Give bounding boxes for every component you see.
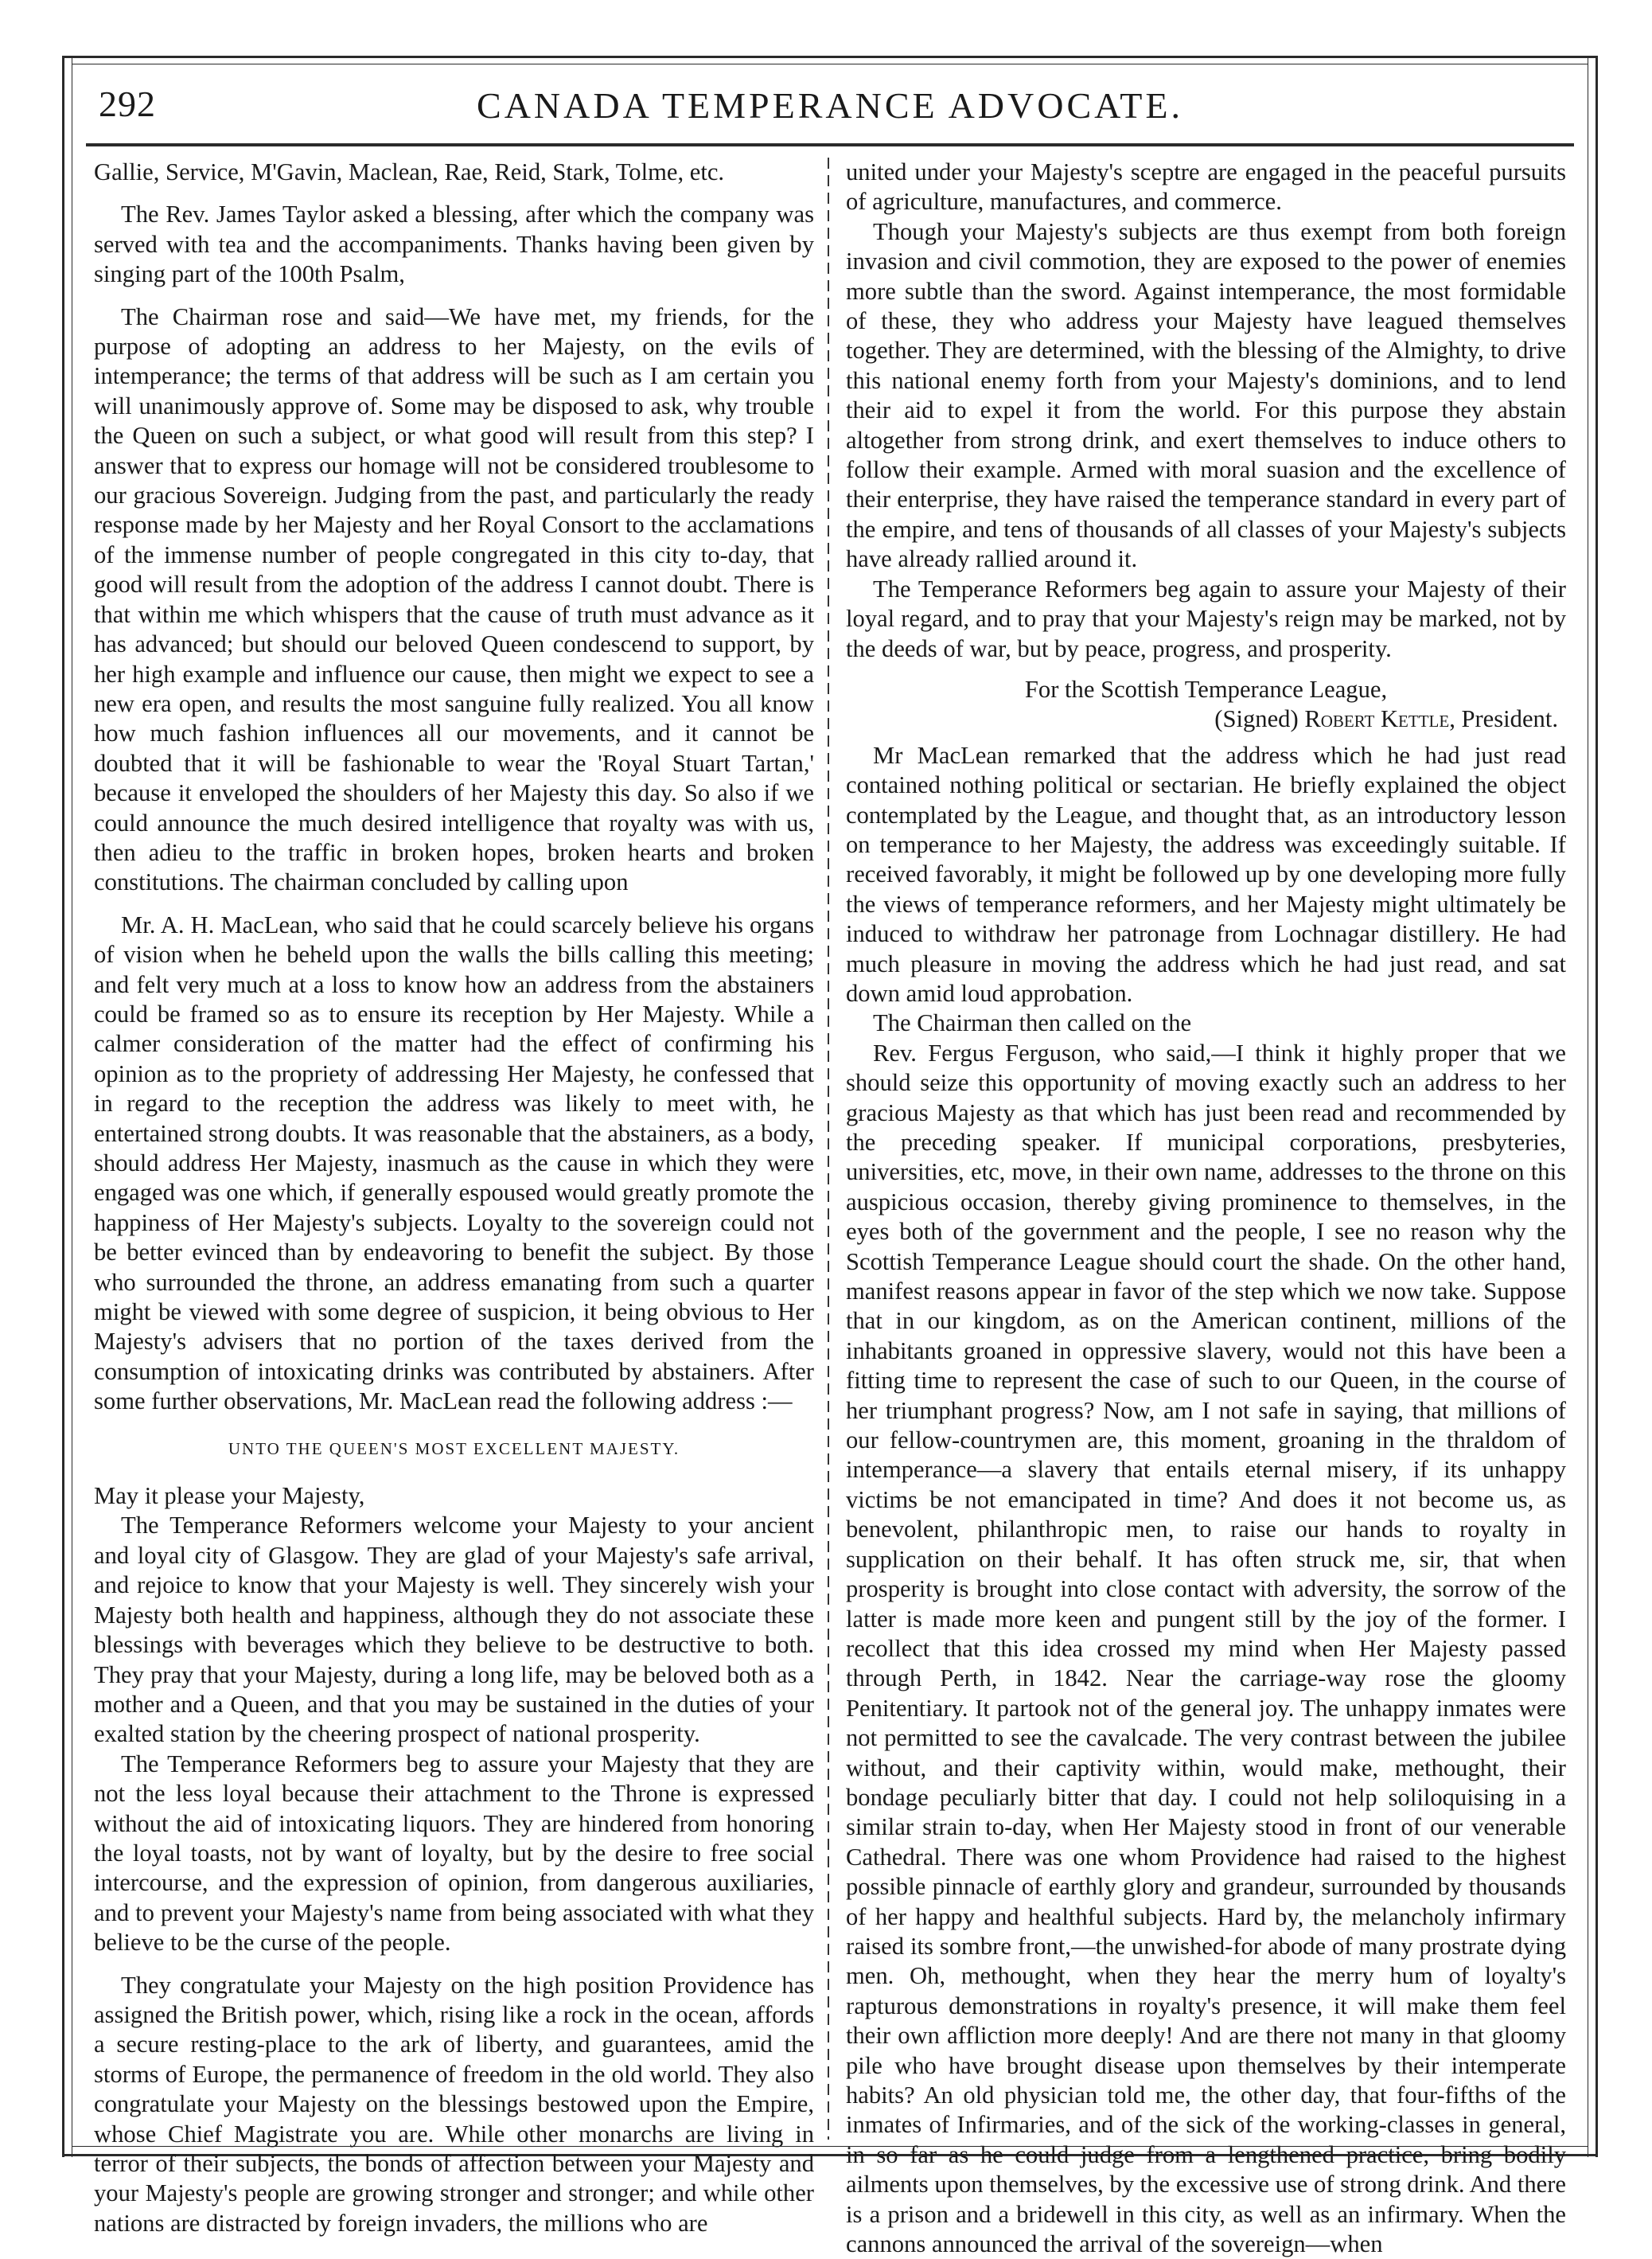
paragraph: The Temperance Reformers welcome your Majesty to your ancient and loyal city of Glasgow. They are glad of your Majesty's safe arrival, and rejoice to know that your Majesty is well. They sincerely wish your Majesty both health and happiness, although they do not associate these blessings with beverages which they believe to be destructive to both. They pray that your Majesty, during a long life, may be beloved both as a mother and a Queen, and that you may be sustained in the duties of your exalted station by the cheering prospect of national prosperity. (94, 1512, 814, 1748)
running-head: CANADA TEMPERANCE ADVOCATE. (477, 85, 1183, 126)
league-line: For the Scottish Temperance League, (1024, 675, 1388, 703)
salutation: May it please your Majesty, (94, 1482, 365, 1510)
paragraph: The Rev. James Taylor asked a blessing, after which the company was served with tea and the accompaniments. Thanks having been given by singing part of the 100th Psalm, (94, 201, 814, 288)
signatory-title: , President. (1449, 705, 1558, 733)
paragraph: The Chairman rose and said—We have met, my friends, for the purpose of adopting an address to her Majesty, on the evils of intemperance; the terms of that address will be such as I am certain you will unanimously approve of. Some may be disposed to ask, why trouble the Queen on such a subject, or what good will result from this step? I answer that to express our homage will not be considered troublesome to our gracious Sovereign. Judging from the past, and particularly the ready response made by her Majesty and her Royal Consort to the acclamations of the immense number of people congregated in this city to-day, that good will result from the adoption of the address I cannot doubt. There is that within me which whispers that the cause of truth must advance as it has advanced; but should our beloved Queen condescend to support, by her high example and influence our cause, then might we expect to see a new era open, and results the most sanguine fully realized. You all know how much fashion influences all our movements, and it cannot be doubted that it will be fashionable to wear the 'Royal Stuart Tartan,' because it enveloped the shoulders of her Majesty this day. So also if we could announce the much desired intelligence that royalty was with us, then adieu to the traffic in broken hopes, broken hearts and broken constitutions. The chairman concluded by calling upon (94, 302, 814, 896)
address-title: UNTO THE QUEEN'S MOST EXCELLENT MAJESTY. (228, 1438, 680, 1458)
newspaper-page (62, 24, 1598, 2258)
paragraph: They congratulate your Majesty on the high position Providence has assigned the British power, which, rising like a rock in the ocean, affords a secure resting-place to the ark of liberty, and guarantees, amid the storms of Europe, the permanence of freedom in the old world. They also congratulate your Majesty on the blessings bestowed upon the Empire, whose Chief Magistrate you are. While other monarchs are living in terror of their subjects, the bonds of affection between your Majesty and your Majesty's people are growing stronger and stronger; and while other nations are distracted by foreign invaders, the millions who are (94, 1971, 814, 2237)
header-rule (86, 143, 1574, 146)
paragraph: Mr. A. H. MacLean, who said that he could scarcely believe his organs of vision when he beheld upon the walls the bills calling this meeting; and felt very much at a loss to know how an address from the abstainers could be framed so as to ensure its reception by Her Majesty. While a calmer consideration of the matter had the effect of confirming his opinion as to the propriety of addressing Her Majesty, he confessed that in regard to the reception the address was likely to meet with, he entertained strong doubts. It was reasonable that the abstainers, as a body, should address Her Majesty, inasmuch as the cause in which they were engaged was one which, if generally espoused would greatly promote the happiness of Her Majesty's subjects. Loyalty to the sovereign could not be better evinced than by endeavoring to benefit the subject. By those who surrounded the throne, an address emanating from such a quarter might be viewed with some degree of suspicion, it being obvious to Her Majesty's advisers that no portion of the taxes derived from the consumption of intoxicating drinks was contributed by abstainers. After some further observations, Mr. MacLean read the following address :— (94, 911, 814, 1415)
paragraph: united under your Majesty's sceptre are engaged in the peaceful pursuits of agriculture, manufactures, and commerce. (846, 158, 1566, 216)
paragraph: Gallie, Service, M'Gavin, Maclean, Rae, Reid, Stark, Tolme, etc. (94, 158, 725, 185)
signed-prefix: (Signed) (1214, 705, 1299, 733)
paragraph: The Temperance Reformers beg to assure your Majesty that they are not the less loyal because their attachment to the Throne is expressed without the aid of intoxicating liquors. They are hindered from honoring the loyal toasts, not by want of loyalty, but by the desire to free social intercourse, and the expression of opinion, from dangerous auxiliaries, and to prevent your Majesty's name from being associated with what they believe to be the curse of the people. (94, 1750, 814, 1957)
article-columns (94, 158, 1566, 2258)
signatory-name: Robert Kettle (1304, 705, 1450, 733)
top-border (62, 56, 1598, 58)
page-header (94, 73, 1566, 137)
paragraph: Though your Majesty's subjects are thus exempt from both foreign invasion and civil commotion, they are exposed to the power of enemies more subtle than the sword. Against intemperance, the most formidable of these, they who address your Majesty have leagued themselves together. They are determined, with the blessing of the Almighty, to drive this national enemy forth from your Majesty's dominions, and to lend their aid to expel it from the world. For this purpose they abstain altogether from strong drink, and exert themselves to induce others to follow their example. Armed with moral suasion and the excellence of their enterprise, they have raised the temperance standard in every part of the empire, and tens of thousands of all classes of your Majesty's subjects have already rallied around it. (846, 217, 1566, 573)
page-number: 292 (99, 84, 156, 124)
outer-border-right (1596, 56, 1598, 2157)
paragraph: Mr MacLean remarked that the address which he had just read contained nothing political or sectarian. He briefly explained the object contemplated by the League, and thought that, as an introductory lesson on temperance to her Majesty, the address was exceedingly suitable. If received favorably, it might be followed up by one developing more fully the views of temperance reformers, and her Majesty might ultimately be induced to withdraw her patronage from Lochnagar distillery. He had much pleasure in moving the address which he had just read, and sat down amid loud approbation. (846, 741, 1566, 1007)
left-column (94, 158, 814, 2237)
outer-border-left (62, 56, 64, 2157)
right-column (846, 158, 1566, 2258)
signature-line (846, 704, 1566, 734)
paragraph: The Chairman then called on the (873, 1009, 1192, 1037)
column-divider (828, 158, 829, 2140)
paragraph: The Temperance Reformers beg again to assure your Majesty of their loyal regard, and to pray that your Majesty's reign may be marked, not by the deeds of war, but by peace, progress, and prosperity. (846, 575, 1566, 662)
paragraph: Rev. Fergus Ferguson, who said,—I think it highly proper that we should seize this opportunity of moving exactly such an address to her gracious Majesty as that which has just been read and recommended by the preceding speaker. If municipal corporations, presbyteries, universities, etc, move, in their own name, addresses to the throne on this auspicious occasion, thereby giving prominence to themselves, in the eyes both of the government and the people, I see no reason why the Scottish Temperance League should court the shade. On the other hand, manifest reasons appear in favor of the step which we now take. Suppose that in our kingdom, as on the American continent, millions of the inhabitants groaned in oppressive slavery, would not this have been a fitting time to represent the case of such to our Queen, in the course of her triumphant progress? Now, am I not safe in saying, that millions of our fellow-countrymen are, this moment, groaning in the thraldom of intemperance—a slavery that entails eternal misery, if its unhappy victims be not emancipated in time? And does it not become us, as benevolent, philanthropic men, to raise our hands to royalty in supplication on their behalf. It has often struck me, sir, that when prosperity is brought into close contact with adversity, the sorrow of the latter is made more keen and pungent still by the joy of the former. I recollect that this idea crossed my mind when Her Majesty passed through Perth, in 1842. Near the carriage-way rose the gloomy Penitentiary. It partook not of the general joy. The unhappy inmates were not permitted to see the cavalcade. The very contrast between the jubilee without, and their captivity within, would make, methought, their bondage peculiarly bitter that day. I could not help soliloquising in a similar strain to-day, when Her Majesty stood in front of our venerable Cathedral. There was one whom Providence had raised to the highest possible pinnacle of earthly glory and grandeur, surrounded by thousands of her happy and healthful subjects. Hard by, the melancholy infirmary raised its sombre front,—the unwished-for abode of many prostrate dying men. Oh, methought, when they hear the merry hum of loyalty's rapturous demonstrations in royalty's presence, it will make them feel their own affliction more deeply! And are there not many in that gloomy pile who have brought disease upon themselves by their intemperate habits? An old physician told me, the other day, that four-fifths of the inmates of Infirmaries, and of the sick of the working-classes in general, in so far as he could judge from a lengthened practice, bring bodily ailments upon themselves, by the excessive use of strong drink. And there is a prison and a bridewell in this city, as well as an infirmary. When the cannons announced the arrival of the sovereign—when (846, 1039, 1566, 2258)
